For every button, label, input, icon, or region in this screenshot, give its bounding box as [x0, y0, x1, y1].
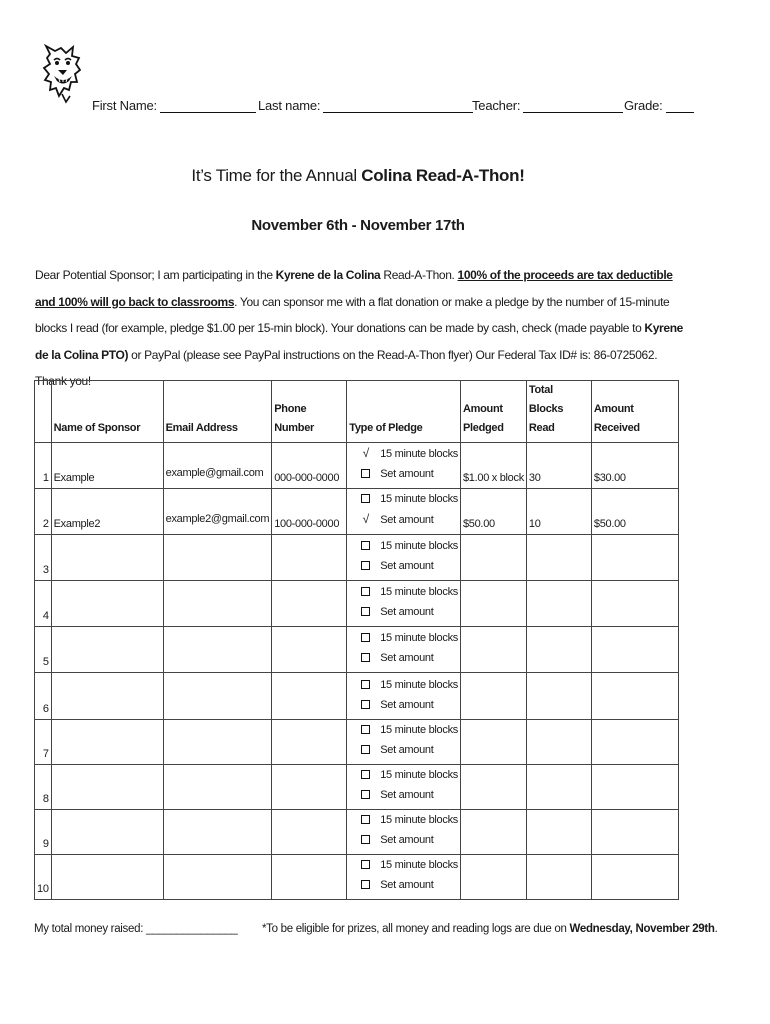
pledge-type-cell [347, 673, 461, 720]
option-15-minute-blocks-label: 15 minute blocks [380, 814, 458, 826]
checkbox-icon[interactable] [361, 633, 370, 642]
row-number: 3 [35, 535, 52, 581]
grade-label: Grade: [624, 98, 663, 113]
email-cell[interactable] [163, 673, 272, 720]
row-number: 8 [35, 765, 52, 810]
due-note-end: . [714, 923, 718, 935]
checkbox-icon[interactable] [361, 725, 370, 734]
checkbox-icon[interactable] [361, 494, 370, 503]
option-set-amount[interactable] [361, 464, 458, 484]
option-15-minute-blocks[interactable] [361, 720, 458, 740]
amount-pledged-cell[interactable] [460, 581, 526, 627]
amount-pledged-cell[interactable]: $1.00 x block [460, 443, 526, 489]
email-cell[interactable] [163, 810, 272, 855]
option-set-amount[interactable] [361, 602, 458, 622]
option-15-minute-blocks-label: 15 minute blocks [380, 632, 458, 644]
option-set-amount-label: Set amount [380, 834, 434, 846]
due-date-note [262, 923, 718, 935]
table-header-row [35, 381, 679, 443]
checkbox-icon[interactable] [361, 653, 370, 662]
phone-cell[interactable] [272, 581, 347, 627]
option-15-minute-blocks[interactable] [361, 443, 458, 464]
phone-cell[interactable] [272, 855, 347, 900]
checkbox-icon[interactable] [361, 835, 370, 844]
header-total-blocks: Total Blocks Read [526, 381, 591, 443]
option-set-amount-label: Set amount [380, 879, 434, 891]
teacher-label: Teacher: [472, 98, 521, 113]
option-set-amount-label: Set amount [380, 468, 434, 480]
option-15-minute-blocks-label: 15 minute blocks [380, 679, 458, 691]
pledge-type-cell [347, 443, 461, 489]
last-name-field[interactable] [258, 98, 473, 113]
option-set-amount[interactable] [361, 695, 458, 715]
checkbox-icon[interactable] [361, 469, 370, 478]
amount-received-cell[interactable]: $50.00 [591, 489, 678, 535]
checkbox-icon[interactable] [361, 541, 370, 550]
sponsor-letter [35, 262, 685, 395]
checkbox-icon[interactable] [361, 880, 370, 889]
checkbox-icon[interactable] [361, 680, 370, 689]
teacher-blank[interactable] [523, 98, 623, 113]
letter-tax-note: 100% of the proceeds are tax deductible and 100% will go back to classrooms [35, 268, 673, 309]
table-row [35, 765, 679, 810]
checkbox-icon[interactable] [361, 770, 370, 779]
first-name-blank[interactable] [160, 98, 256, 113]
amount-received-cell[interactable] [591, 581, 678, 627]
option-set-amount-label: Set amount [380, 699, 434, 711]
total-blocks-cell[interactable] [526, 581, 591, 627]
phone-cell[interactable] [272, 535, 347, 581]
letter-text-3: . You can sponsor me with a flat donation or make a pledge by the number of 15-minute blocks I read (for example, pledge $1.00 per 15-min block). Your donations can be made by cash, check (made payable to [35, 294, 670, 335]
letter-school-name: Kyrene de la Colina [275, 268, 381, 282]
option-15-minute-blocks[interactable] [361, 675, 458, 695]
amount-received-cell[interactable] [591, 720, 678, 765]
header-amount-received: Amount Received [591, 381, 678, 443]
letter-pto-name: Kyrene de la Colina PTO) [35, 321, 683, 362]
sponsor-name-cell[interactable] [51, 855, 163, 900]
pledge-type-cell [347, 627, 461, 673]
teacher-field[interactable] [472, 98, 623, 113]
option-15-minute-blocks[interactable] [361, 855, 458, 875]
option-set-amount[interactable] [361, 875, 458, 895]
sponsor-name-cell[interactable] [51, 581, 163, 627]
option-15-minute-blocks[interactable] [361, 765, 458, 785]
table-row [35, 810, 679, 855]
pledge-type-cell [347, 810, 461, 855]
option-15-minute-blocks-label: 15 minute blocks [380, 493, 458, 505]
checkmark-icon[interactable]: √ [362, 512, 369, 526]
option-set-amount[interactable] [361, 740, 458, 760]
phone-cell[interactable]: 100-000-0000 [272, 489, 347, 535]
amount-pledged-cell[interactable]: $50.00 [460, 489, 526, 535]
total-blocks-cell[interactable] [526, 627, 591, 673]
checkbox-icon[interactable] [361, 815, 370, 824]
pledge-type-cell [347, 720, 461, 765]
checkbox-icon[interactable] [361, 587, 370, 596]
letter-text-4: or PayPal (please see PayPal instructions on the Read-A-Thon flyer) Our Federal Tax ID# is: 86-0725062. Thank you! [35, 347, 658, 388]
total-blocks-cell[interactable]: 30 [526, 443, 591, 489]
first-name-label: First Name: [92, 98, 157, 113]
option-15-minute-blocks-label: 15 minute blocks [380, 859, 458, 871]
amount-pledged-cell[interactable] [460, 855, 526, 900]
amount-pledged-cell[interactable] [460, 720, 526, 765]
email-cell[interactable] [163, 855, 272, 900]
phone-cell[interactable]: 000-000-0000 [272, 443, 347, 489]
amount-received-cell[interactable] [591, 810, 678, 855]
option-set-amount[interactable] [361, 509, 458, 530]
sponsor-name-cell[interactable] [51, 765, 163, 810]
header-number [35, 381, 52, 443]
option-set-amount[interactable] [361, 556, 458, 576]
table-row [35, 581, 679, 627]
total-blocks-cell[interactable]: 10 [526, 489, 591, 535]
row-number: 2 [35, 489, 52, 535]
email-cell[interactable] [163, 581, 272, 627]
phone-cell[interactable] [272, 810, 347, 855]
table-row [35, 489, 679, 535]
amount-pledged-cell[interactable] [460, 810, 526, 855]
option-15-minute-blocks-label: 15 minute blocks [380, 586, 458, 598]
total-blocks-cell[interactable] [526, 535, 591, 581]
phone-cell[interactable] [272, 765, 347, 810]
due-note-date: Wednesday, November 29th [569, 923, 715, 935]
table-row [35, 673, 679, 720]
table-row [35, 535, 679, 581]
pledge-type-cell [347, 855, 461, 900]
email-cell[interactable] [163, 627, 272, 673]
table-row [35, 443, 679, 489]
option-set-amount-label: Set amount [380, 789, 434, 801]
option-set-amount-label: Set amount [380, 606, 434, 618]
option-set-amount[interactable] [361, 830, 458, 850]
row-number: 9 [35, 810, 52, 855]
checkbox-icon[interactable] [361, 561, 370, 570]
total-blocks-cell[interactable] [526, 720, 591, 765]
row-number: 6 [35, 673, 52, 720]
table-row [35, 855, 679, 900]
grade-field[interactable] [624, 98, 694, 113]
title-bold: Colina Read-A-Thon! [361, 166, 525, 185]
option-set-amount[interactable] [361, 785, 458, 805]
sponsor-name-cell[interactable]: Example [51, 443, 163, 489]
checkbox-icon[interactable] [361, 860, 370, 869]
email-cell[interactable] [163, 765, 272, 810]
pledge-type-cell [347, 489, 461, 535]
row-number: 10 [35, 855, 52, 900]
pledge-table-body [35, 443, 679, 900]
pledge-table [34, 380, 679, 900]
header-phone: Phone Number [272, 381, 347, 443]
last-name-label: Last name: [258, 98, 321, 113]
phone-cell[interactable] [272, 627, 347, 673]
letter-text-2: Read-A-Thon. [380, 268, 458, 282]
sponsor-name-cell[interactable]: Example2 [51, 489, 163, 535]
due-note-text: *To be eligible for prizes, all money and reading logs are due on [262, 923, 570, 935]
grade-blank[interactable] [666, 98, 694, 113]
row-number: 7 [35, 720, 52, 765]
header-sponsor-name: Name of Sponsor [51, 381, 163, 443]
checkbox-icon[interactable] [361, 790, 370, 799]
total-raised: My total money raised: _______________ [34, 923, 238, 935]
first-name-field[interactable] [92, 98, 256, 113]
amount-pledged-cell[interactable] [460, 673, 526, 720]
email-cell[interactable]: example@gmail.com [163, 443, 272, 489]
option-set-amount-label: Set amount [380, 560, 434, 572]
pledge-type-cell [347, 535, 461, 581]
pledge-type-cell [347, 581, 461, 627]
option-15-minute-blocks[interactable] [361, 582, 458, 602]
sponsor-name-cell[interactable] [51, 810, 163, 855]
total-blocks-cell[interactable] [526, 673, 591, 720]
sponsor-name-cell[interactable] [51, 720, 163, 765]
amount-pledged-cell[interactable] [460, 765, 526, 810]
row-number: 4 [35, 581, 52, 627]
header-amount-pledged: Amount Pledged [460, 381, 526, 443]
option-15-minute-blocks-label: 15 minute blocks [380, 448, 458, 460]
checkbox-icon[interactable] [361, 745, 370, 754]
option-set-amount-label: Set amount [380, 514, 434, 526]
amount-pledged-cell[interactable] [460, 535, 526, 581]
page-title [0, 166, 716, 186]
checkmark-icon[interactable]: √ [362, 446, 369, 460]
email-cell[interactable] [163, 720, 272, 765]
option-15-minute-blocks[interactable] [361, 810, 458, 830]
checkbox-icon[interactable] [361, 607, 370, 616]
amount-received-cell[interactable] [591, 673, 678, 720]
amount-received-cell[interactable]: $30.00 [591, 443, 678, 489]
phone-cell[interactable] [272, 720, 347, 765]
sponsor-name-cell[interactable] [51, 535, 163, 581]
last-name-blank[interactable] [323, 98, 473, 113]
row-number: 5 [35, 627, 52, 673]
email-cell[interactable] [163, 535, 272, 581]
event-dates: November 6th - November 17th [251, 217, 465, 234]
table-row [35, 627, 679, 673]
sponsor-name-cell[interactable] [51, 673, 163, 720]
amount-received-cell[interactable] [591, 627, 678, 673]
student-info-line [0, 98, 770, 120]
option-15-minute-blocks-label: 15 minute blocks [380, 540, 458, 552]
option-15-minute-blocks[interactable] [361, 628, 458, 648]
phone-cell[interactable] [272, 673, 347, 720]
option-set-amount-label: Set amount [380, 652, 434, 664]
total-blocks-cell[interactable] [526, 810, 591, 855]
option-set-amount[interactable] [361, 648, 458, 668]
amount-pledged-cell[interactable] [460, 627, 526, 673]
amount-received-cell[interactable] [591, 765, 678, 810]
table-row [35, 720, 679, 765]
amount-received-cell[interactable] [591, 855, 678, 900]
pledge-type-cell [347, 765, 461, 810]
header-pledge-type: Type of Pledge [347, 381, 461, 443]
header-email: Email Address [163, 381, 272, 443]
option-15-minute-blocks[interactable] [361, 489, 458, 509]
sponsor-name-cell[interactable] [51, 627, 163, 673]
option-15-minute-blocks-label: 15 minute blocks [380, 724, 458, 736]
letter-text-1: Dear Potential Sponsor; I am participating in the [35, 268, 276, 282]
total-blocks-cell[interactable] [526, 765, 591, 810]
option-set-amount-label: Set amount [380, 744, 434, 756]
option-15-minute-blocks-label: 15 minute blocks [380, 769, 458, 781]
wolf-mascot-icon [42, 44, 84, 104]
option-15-minute-blocks[interactable] [361, 536, 458, 556]
row-number: 1 [35, 443, 52, 489]
amount-received-cell[interactable] [591, 535, 678, 581]
total-blocks-cell[interactable] [526, 855, 591, 900]
checkbox-icon[interactable] [361, 700, 370, 709]
email-cell[interactable]: example2@gmail.com [163, 489, 272, 535]
title-prefix: It’s Time for the Annual [191, 166, 362, 185]
